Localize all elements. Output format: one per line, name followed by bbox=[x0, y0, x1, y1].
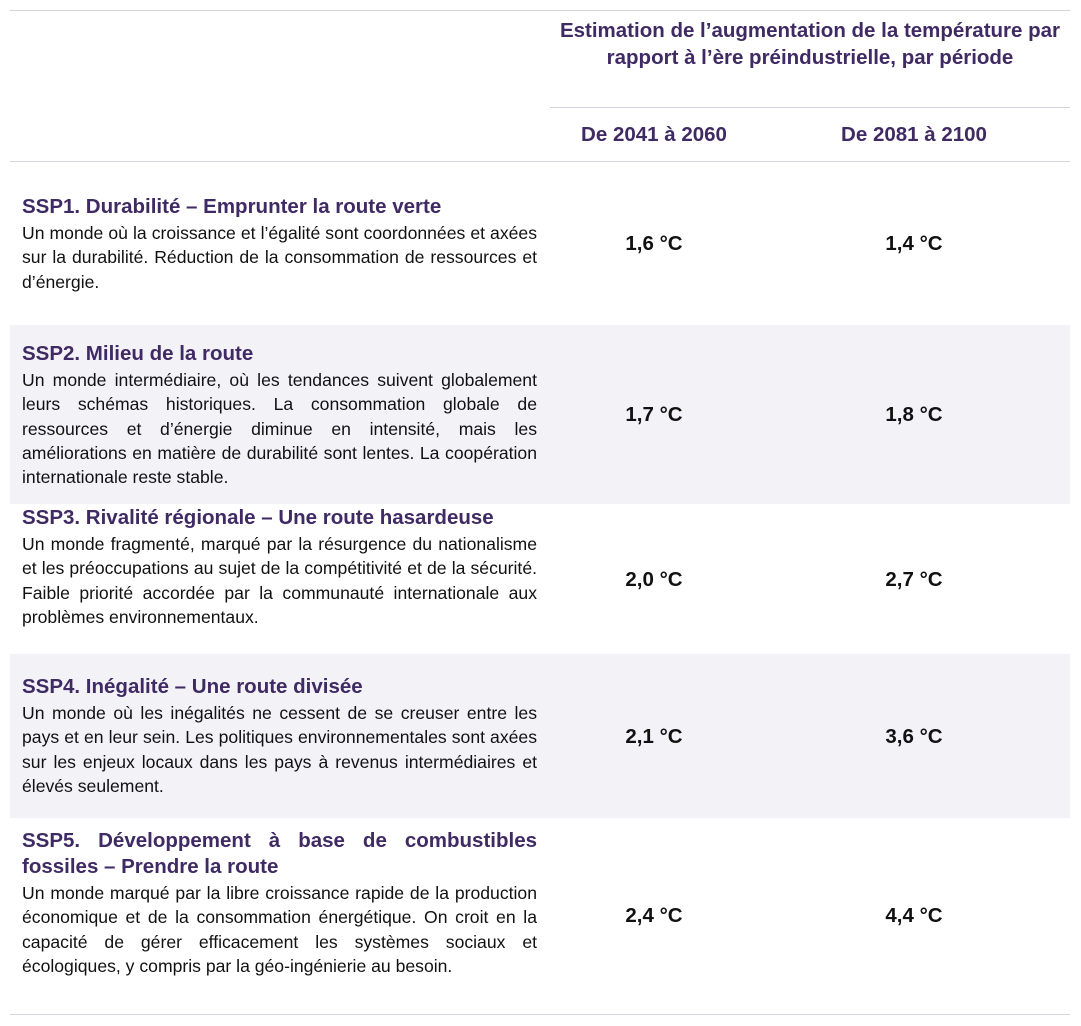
scenario-cell bbox=[22, 341, 537, 489]
column-header-2081-2100: De 2081 à 2100 bbox=[841, 123, 987, 146]
column-header-2041-2060: De 2041 à 2060 bbox=[581, 123, 727, 146]
scenario-description: Un monde où la croissance et l’égalité sont coordonnées et axées sur la durabilité. Réduction de la consommation de ressources et d’énergie. bbox=[22, 223, 537, 292]
value-2081-2100: 1,8 °C bbox=[885, 403, 943, 426]
table-row-ssp3 bbox=[10, 504, 1070, 654]
value-2041-2060: 2,1 °C bbox=[625, 725, 683, 748]
value-2041-2060: 1,7 °C bbox=[625, 403, 683, 426]
scenario-cell bbox=[22, 194, 537, 294]
table-row-ssp1 bbox=[10, 162, 1070, 325]
value-2081-2100: 3,6 °C bbox=[885, 725, 943, 748]
table-row-ssp2 bbox=[10, 325, 1070, 504]
scenario-cell bbox=[22, 505, 537, 629]
scenario-title: SSP4. Inégalité – Une route divisée bbox=[22, 675, 363, 698]
scenario-title: SSP2. Milieu de la route bbox=[22, 342, 254, 365]
scenario-description: Un monde intermédiaire, où les tendances suivent globalement leurs schémas historiques. La consommation globale de ressources et d’énergie diminue en intensité, mais les améliorations en matière de durabilité sont lentes. La coopération internationale reste stable. bbox=[22, 370, 537, 488]
table-row-ssp5 bbox=[10, 818, 1070, 1014]
scenario-cell bbox=[22, 828, 537, 978]
value-2041-2060: 2,4 °C bbox=[625, 904, 683, 927]
top-rule bbox=[10, 10, 1070, 11]
value-2081-2100: 4,4 °C bbox=[885, 904, 943, 927]
value-2081-2100: 1,4 °C bbox=[885, 232, 943, 255]
scenario-title: SSP1. Durabilité – Emprunter la route verte bbox=[22, 195, 442, 218]
scenario-cell bbox=[22, 674, 537, 798]
value-2041-2060: 2,0 °C bbox=[625, 568, 683, 591]
scenario-description: Un monde où les inégalités ne cessent de se creuser entre les pays et en leur sein. Les politiques environnementales sont axées sur les enjeux locaux dans les pays à revenus intermédiaires et élevés seulement. bbox=[22, 703, 537, 796]
bottom-rule bbox=[10, 1014, 1070, 1015]
table-row-ssp4 bbox=[10, 654, 1070, 818]
scenario-title: SSP5. Développement à base de combustibles fossiles – Prendre la route bbox=[22, 829, 537, 878]
value-2081-2100: 2,7 °C bbox=[885, 568, 943, 591]
value-2041-2060: 1,6 °C bbox=[625, 232, 683, 255]
header-divider bbox=[550, 107, 1070, 108]
scenario-description: Un monde marqué par la libre croissance rapide de la production économique et de la consommation énergétique. On croit en la capacité de gérer efficacement les systèmes sociaux et écologiques, y compris par la géo-ingénierie au besoin. bbox=[22, 883, 537, 976]
scenario-description: Un monde fragmenté, marqué par la résurgence du nationalisme et les préoccupations au sujet de la compétitivité et de la sécurité. Faible priorité accordée par la communauté internationale aux problèmes environnementaux. bbox=[22, 534, 537, 627]
scenario-title: SSP3. Rivalité régionale – Une route hasardeuse bbox=[22, 506, 494, 529]
header-title: Estimation de l’augmentation de la température par rapport à l’ère préindustrielle, par période bbox=[559, 19, 1061, 69]
